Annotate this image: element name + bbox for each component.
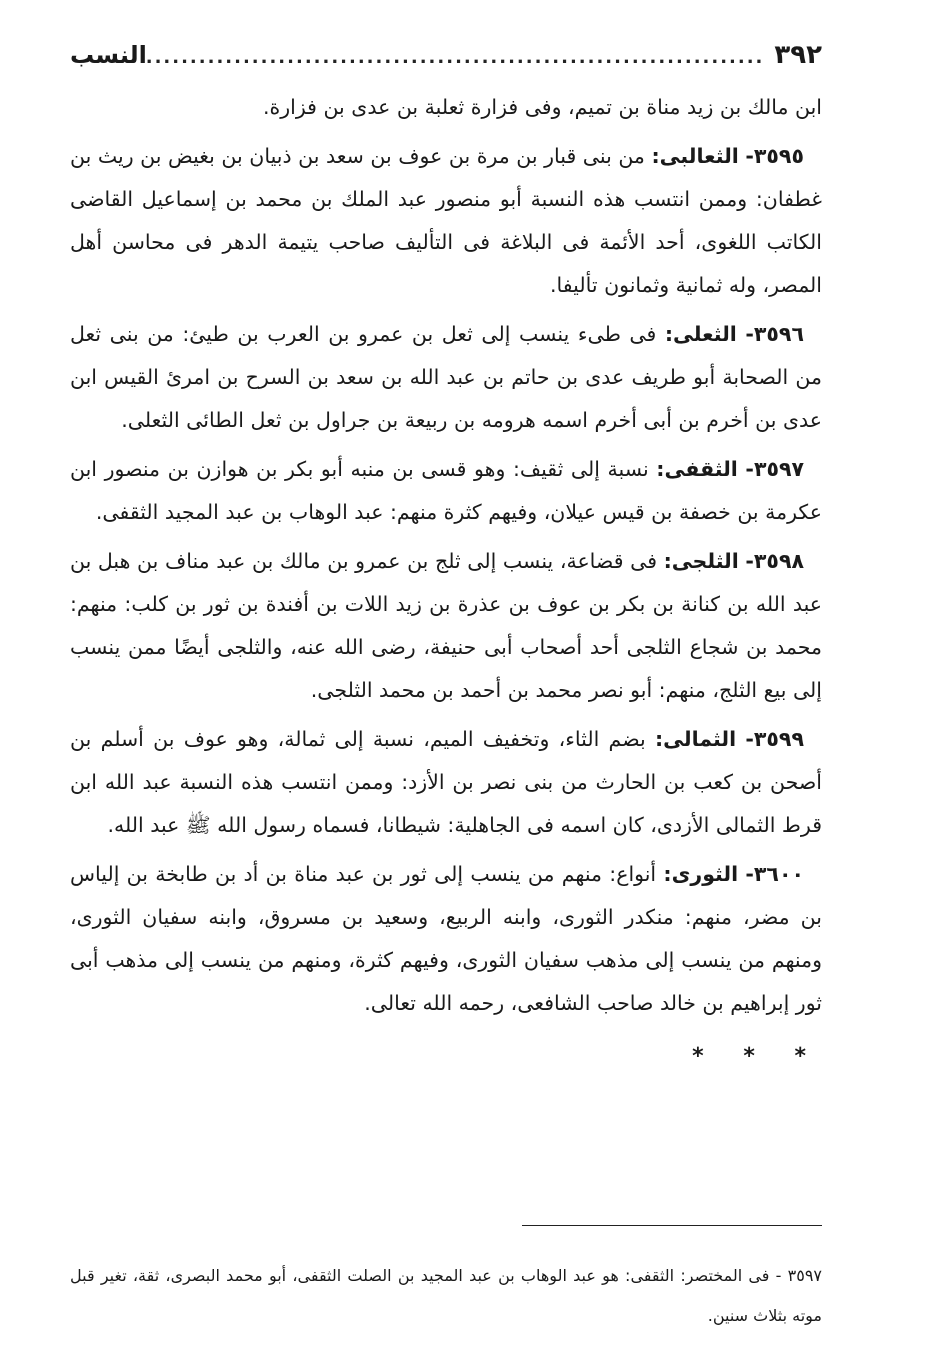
entry-name: الثعالبى:: [651, 144, 739, 168]
footnote-divider: [522, 1225, 822, 1226]
section-separator: * * *: [692, 1044, 822, 1069]
entry-3596: [70, 313, 822, 442]
entry-3599: [70, 718, 822, 847]
entry-3597: [70, 448, 822, 534]
entry-number: ٣٥٩٧-: [745, 457, 804, 481]
main-text: [70, 86, 822, 1078]
entry-number: ٣٥٩٨-: [745, 549, 804, 573]
entry-name: الثمالى:: [654, 727, 737, 751]
entry-text: فى طىء ينسب إلى ثعل بن عمرو بن العرب بن طيئ: من بنى ثعل من الصحابة أبو طريف عدى بن حاتم بن عبد الله بن سعد بن السرح بن امرئ القيس ابن عدى بن أخرم بن أبى أخرم اسمه هرومه بن ربيعة بن جراول بن ثعل الطائى الثعلى.: [70, 322, 822, 432]
entry-number: ٣٥٩٦-: [745, 322, 804, 346]
entry-3595: [70, 135, 822, 307]
entry-number: ٣٥٩٩-: [745, 727, 804, 751]
entry-text: نسبة إلى ثقيف: وهو قسى بن منبه أبو بكر بن هوازن بن منصور ابن عكرمة بن خصفة بن قيس عيلان، وفيهم كثرة منهم: عبد الوهاب بن عبد المجيد الثقفى.: [70, 457, 822, 524]
entry-text: من بنى قبار بن مرة بن عوف بن سعد بن ذبيان بن بغيض بن ريث بن غطفان: وممن انتسب هذه النسبة أبو منصور عبد الملك بن محمد بن إسماعيل القاضى الكاتب اللغوى، أحد الأئمة فى البلاغة فى التأليف صاحب يتيمة الدهر فى محاسن أهل المصر، وله ثمانية وثمانون تأليفا.: [70, 144, 822, 297]
chapter-title: النسب: [70, 41, 147, 69]
continuation-paragraph: ابن مالك بن زيد مناة بن تميم، وفى فزارة ثعلبة بن عدى بن فزارة.: [262, 95, 822, 119]
book-page: [70, 40, 822, 1330]
entry-text: بضم الثاء، وتخفيف الميم، نسبة إلى ثمالة، وهو عوف بن أسلم بن أصحن بن كعب بن الحارث من بنى نصر بن الأزد: وممن انتسب هذه النسبة عبد الله ابن قرط الثمالى الأزدى، كان اسمه فى الجاهلية: شيطانا، فسماه رسول الله ﷺ عبد الله.: [70, 727, 822, 837]
footnote: ٣٥٩٧ - فى المختصر: الثقفى: هو عبد الوهاب بن عبد المجيد بن الصلت الثقفى، أبو محمد البصرى، ثقة، تغير قبل موته بثلاث سنين.: [70, 1266, 822, 1325]
running-header: [70, 40, 822, 86]
page-number: ٣٩٢: [774, 40, 822, 70]
entry-text: أنواع: منهم من ينسب إلى ثور بن عبد مناة بن أد بن طابخة بن إلياس بن مضر، منهم: منكدر الثورى، وابنه الربيع، وسعيد بن مسروق، وابنه سفيان الثورى، ومنهم من ينسب إلى مذهب سفيان الثورى، وفيهم كثرة، ومنهم من ينسب إلى مذهب أبى ثور إبراهيم بن خالد صاحب الشافعى، رحمه الله تعالى.: [70, 862, 822, 1015]
dot-leader: [147, 47, 775, 68]
entry-name: الثقفى:: [656, 457, 738, 481]
entry-number: ٣٥٩٥-: [745, 144, 804, 168]
entry-3598: [70, 540, 822, 712]
entry-number: ٣٦٠٠-: [745, 862, 804, 886]
entry-3600: [70, 853, 822, 1025]
entry-name: الثعلى:: [664, 322, 737, 346]
entry-text: فى قضاعة، ينسب إلى ثلج بن عمرو بن مالك بن عبد مناف بن هبل بن عبد الله بن كنانة بن بكر بن عوف بن عذرة بن زيد اللات بن أفندة بن ثور بن كلب: منهم: محمد بن شجاع الثلجى أحد أصحاب أبى حنيفة، رضى الله عنه، والثلجى أيضًا ممن ينسب إلى بيع الثلج، منهم: أبو نصر محمد بن أحمد بن محمد الثلجى.: [70, 549, 822, 702]
entry-name: الثورى:: [663, 862, 739, 886]
entry-name: الثلجى:: [663, 549, 739, 573]
